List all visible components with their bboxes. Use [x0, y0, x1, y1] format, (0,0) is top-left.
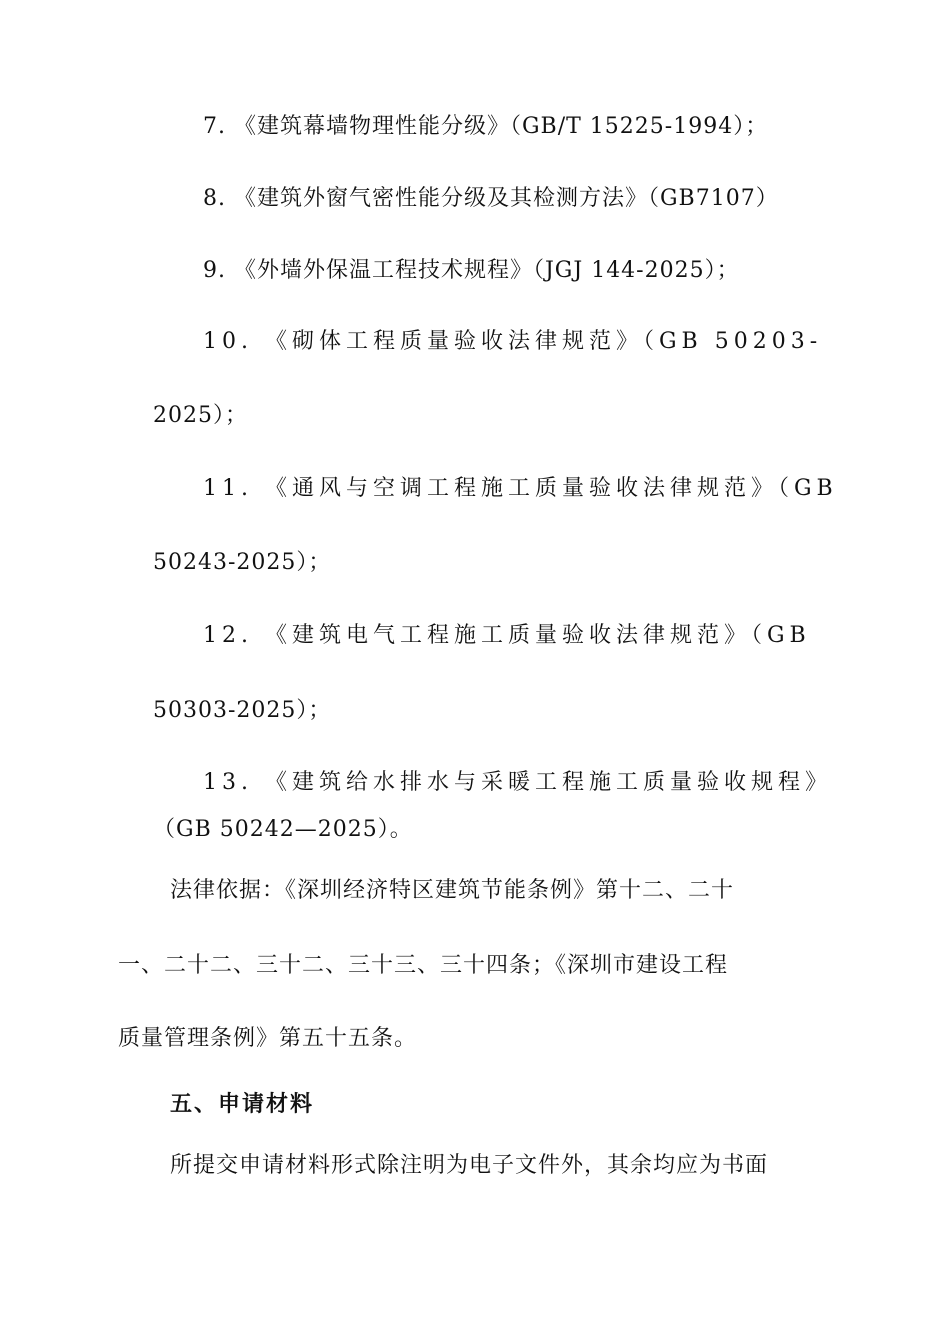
list-item-11-cont: 50243-2025）；	[153, 550, 332, 575]
list-item-9: 9. 《外墙外保温工程技术规程》（JGJ 144-2025）；	[203, 258, 740, 283]
list-item-12-cont: 50303-2025）；	[153, 698, 332, 723]
list-item-10-cont: 2025）；	[153, 403, 248, 428]
legal-basis-line-1: 法律依据：《深圳经济特区建筑节能条例》第十二、二十	[170, 878, 735, 903]
list-item-11: 11. 《通风与空调工程施工质量验收法律规范》（GB	[203, 476, 838, 501]
list-item-10: 10. 《砌体工程质量验收法律规范》（GB 50203-	[203, 329, 823, 354]
list-item-12: 12. 《建筑电气工程施工质量验收法律规范》（GB	[203, 623, 811, 648]
list-item-7: 7. 《建筑幕墙物理性能分级》（GB/T 15225-1994）；	[203, 114, 769, 139]
legal-basis-line-3: 质量管理条例》第五十五条。	[118, 1026, 418, 1051]
list-item-8: 8. 《建筑外窗气密性能分级及其检测方法》（GB7107）	[203, 186, 779, 211]
section-paragraph: 所提交申请材料形式除注明为电子文件外，其余均应为书面	[170, 1153, 769, 1178]
list-item-13-cont: （GB 50242—2025）。	[153, 817, 413, 842]
section-heading: 五、申请材料	[170, 1092, 315, 1117]
legal-basis-line-2: 一、二十二、三十二、三十三、三十四条；《深圳市建设工程	[118, 953, 729, 978]
list-item-13: 13. 《建筑给水排水与采暖工程施工质量验收规程》	[203, 770, 832, 795]
